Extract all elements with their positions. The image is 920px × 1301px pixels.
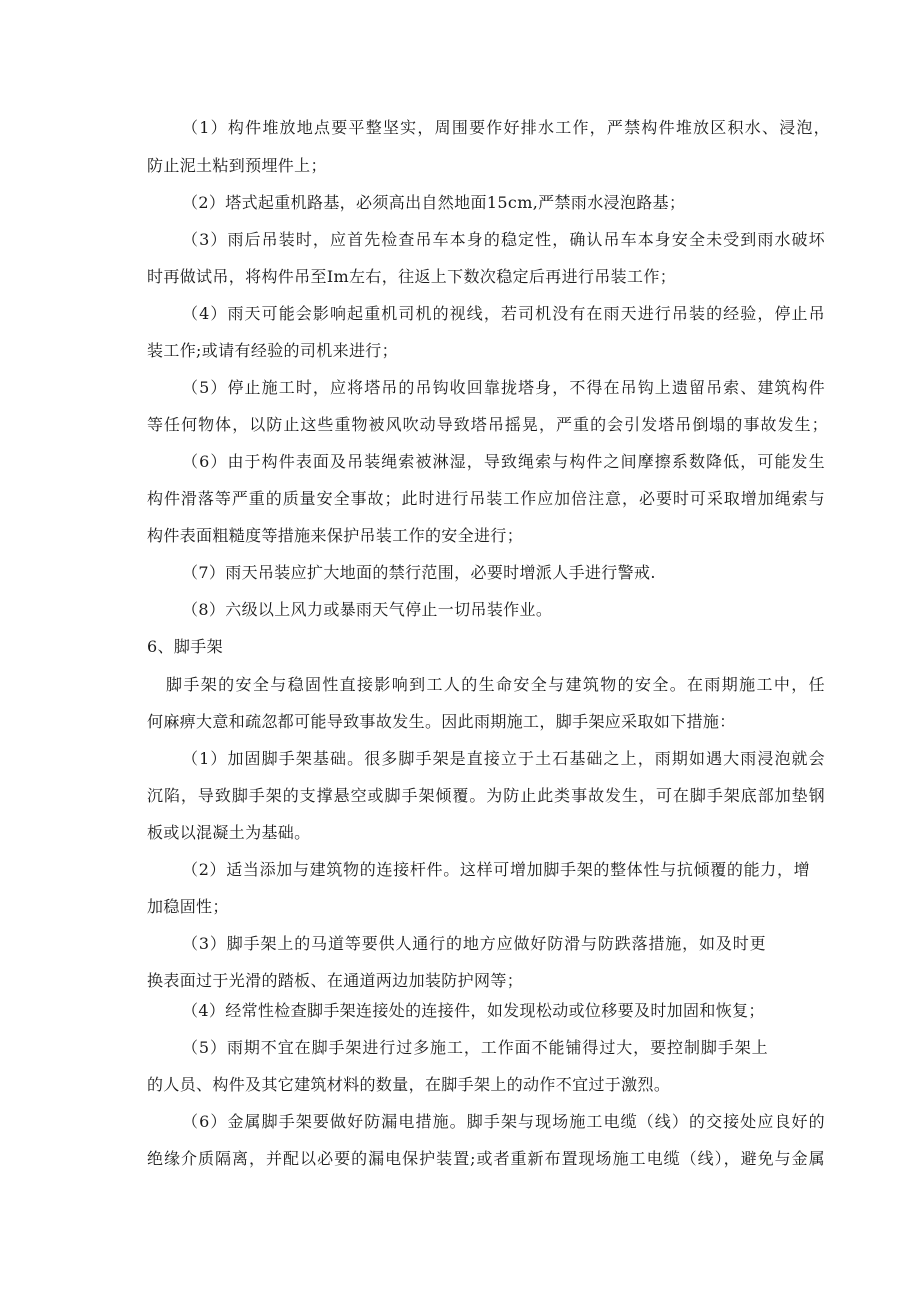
text-line: 绝缘介质隔离，并配以必要的漏电保护装置;或者重新布置现场施工电缆（线），避免与金属 xyxy=(147,1149,825,1168)
section-heading: 6、脚手架 xyxy=(147,637,223,656)
text-line: 板或以混凝土为基础。 xyxy=(147,823,311,842)
text-line: 脚手架的安全与稳固性直接影响到工人的生命安全与建筑物的安全。在雨期施工中，任 xyxy=(166,675,825,694)
text-line: （2）适当添加与建筑物的连接杆件。这样可增加脚手架的整体性与抗倾覆的能力，增 xyxy=(182,860,810,879)
text-line: （3）雨后吊装时，应首先检查吊车本身的稳定性，确认吊车本身安全未受到雨水破坏 xyxy=(182,230,825,249)
text-line: （2）塔式起重机路基，必须高出自然地面15cm,严禁雨水浸泡路基； xyxy=(182,193,686,212)
text-line: （3）脚手架上的马道等要供人通行的地方应做好防滑与防跌落措施，如及时更 xyxy=(182,934,766,953)
text-line: 等任何物体，以防止这些重物被风吹动导致塔吊摇晃，严重的会引发塔吊倒塌的事故发生； xyxy=(147,415,828,434)
text-line: 的人员、构件及其它建筑材料的数量，在脚手架上的动作不宜过于激烈。 xyxy=(147,1075,671,1094)
text-line: （5）停止施工时，应将塔吊的吊钩收回靠拢塔身，不得在吊钩上遗留吊索、建筑构件 xyxy=(182,378,825,397)
text-line: （5）雨期不宜在脚手架进行过多施工，工作面不能铺得过大，要控制脚手架上 xyxy=(182,1038,768,1057)
text-line: （8）六级以上风力或暴雨天气停止一切吊装作业。 xyxy=(182,600,553,619)
text-line: （7）雨天吊装应扩大地面的禁行范围，必要时增派人手进行警戒. xyxy=(182,563,656,582)
text-line: （1）构件堆放地点要平整坚实，周围要作好排水工作，严禁构件堆放区积水、浸泡， xyxy=(182,118,830,137)
text-line: （6）金属脚手架要做好防漏电措施。脚手架与现场施工电缆（线）的交接处应良好的 xyxy=(182,1112,825,1131)
text-line: 装工作;或请有经验的司机来进行； xyxy=(147,341,398,360)
text-line: 构件滑落等严重的质量安全事故；此时进行吊装工作应加倍注意，必要时可采取增加绳索与 xyxy=(147,489,825,508)
text-line: （1）加固脚手架基础。很多脚手架是直接立于土石基础之上，雨期如遇大雨浸泡就会 xyxy=(182,749,825,768)
text-line: 构件表面粗糙度等措施来保护吊装工作的安全进行； xyxy=(147,526,524,545)
text-line: （4）经常性检查脚手架连接处的连接件，如发现松动或位移要及时加固和恢复； xyxy=(182,1001,765,1020)
text-line: 何麻痹大意和疏忽都可能导致事故发生。因此雨期施工，脚手架应采取如下措施： xyxy=(147,712,736,731)
text-line: 防止泥土粘到预埋件上； xyxy=(147,156,327,175)
text-line: 加稳固性； xyxy=(147,897,229,916)
text-line: （6）由于构件表面及吊装绳索被淋湿，导致绳索与构件之间摩擦系数降低，可能发生 xyxy=(182,452,825,471)
text-line: 沉陷，导致脚手架的支撑悬空或脚手架倾覆。为防止此类事故发生，可在脚手架底部加垫钢 xyxy=(147,786,825,805)
text-line: 时再做试吊，将构件吊至Im左右，往返上下数次稳定后再进行吊装工作； xyxy=(147,267,677,286)
text-line: （4）雨天可能会影响起重机司机的视线，若司机没有在雨天进行吊装的经验，停止吊 xyxy=(182,304,825,323)
text-line: 换表面过于光滑的踏板、在通道两边加装防护网等； xyxy=(147,971,524,990)
